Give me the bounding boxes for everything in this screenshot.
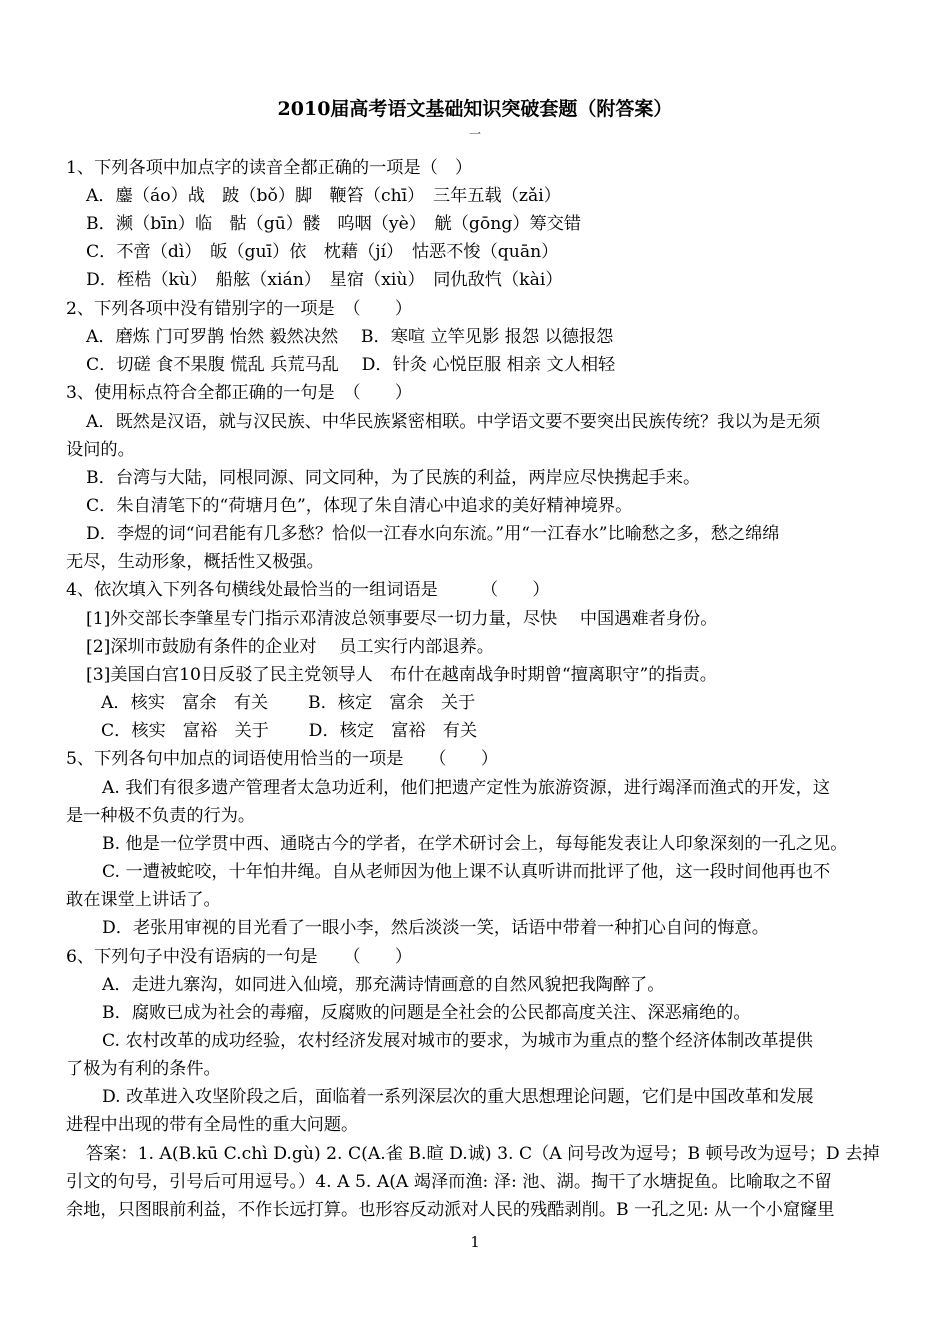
page-number: 1 [470,1233,480,1251]
question-5-option-d: D．老张用审视的目光看了一眼小李，然后淡淡一笑，话语中带着一种扪心自问的悔意。 [102,918,769,938]
question-5: 5、下列各句中加点的词语使用恰当的一项是 （ ） [66,749,499,769]
question-5-option-a: A. 我们有很多遗产管理者太急功近利，他们把遗产定性为旅游资源，进行竭泽而渔式的开发，这 [102,778,831,798]
document-title: 2010届高考语文基础知识突破套题（附答案） [277,98,673,120]
question-4-options-cd: C．核实 富裕 关于 D．核定 富裕 有关 [101,721,478,741]
question-4-sentence-1: [1]外交部长李肇星专门指示邓清波总领事要尽一切力量，尽快 中国遇难者身份。 [86,609,718,629]
question-3-option-a: A．既然是汉语，就与汉民族、中华民族紧密相联。中学语文要不要突出民族传统？我以为是无须 [86,412,821,432]
question-6-option-c: C. 农村改革的成功经验，农村经济发展对城市的要求，为城市为重点的整个经济体制改革提供 [102,1031,813,1051]
question-3-option-d: D．李煜的词“问君能有几多愁？恰似一江春水向东流。”用“一江春水”比喻愁之多，愁之绵绵 [86,524,780,544]
question-4-sentence-3: [3]美国白宫10日反驳了民主党领导人 布什在越南战争时期曾“擅离职守”的指责。 [86,665,717,685]
question-3-option-c: C．朱自清笔下的“荷塘月色”，体现了朱自清心中追求的美好精神境界。 [86,496,633,516]
question-6-option-b: B．腐败已成为社会的毒瘤，反腐败的问题是全社会的公民都高度关注、深恶痛绝的。 [102,1003,751,1023]
question-2: 2、下列各项中没有错别字的一项是 （ ） [66,299,413,319]
question-3-option-b: B．台湾与大陆，同根同源、同文同种，为了民族的利益，两岸应尽快携起手来。 [86,468,701,488]
question-4: 4、依次填入下列各句横线处最恰当的一组词语是 （ ） [66,580,550,600]
question-6-option-c-cont: 了极为有利的条件。 [66,1059,221,1079]
question-5-option-c: C. 一遭被蛇咬，十年怕井绳。自从老师因为他上课不认真听讲而批评了他，这一段时间他再也不 [102,862,831,882]
question-5-option-b: B. 他是一位学贯中西、通晓古今的学者，在学术研讨会上，每每能发表让人印象深刻的一孔之见。 [102,834,848,854]
question-3-option-d-cont: 无尽，生动形象，概括性又极强。 [66,552,324,572]
question-1-option-a: A．鏖（áo）战 跛（bǒ）脚 鞭笞（chī） 三年五载（zǎi） [86,186,561,206]
question-2-options-ab: A．磨炼 门可罗鹊 怡然 毅然决然 B．寒喧 立竿见影 报怨 以德报怨 [86,327,614,347]
question-1-option-b: B．濒（bīn）临 骷（gū）髅 呜咽（yè） 觥（gōng）筹交错 [86,214,582,234]
question-2-options-cd: C．切磋 食不果腹 慌乱 兵荒马乱 D．针灸 心悦臣服 相亲 文人相轻 [86,355,616,375]
question-6-option-d-cont: 进程中出现的带有全局性的重大问题。 [66,1115,359,1135]
question-4-sentence-2: [2]深圳市鼓励有条件的企业对 员工实行内部退养。 [86,637,494,657]
question-6-option-d: D. 改革进入攻坚阶段之后，面临着一系列深层次的重大思想理论问题，它们是中国改革和发展 [102,1087,814,1107]
answer-key-cont-1: 引文的句号，引号后可用逗号。）4. A 5. A(A 竭泽而渔: 泽: 池、湖。掏干了水塘捉鱼。比喻取之不留 [66,1172,832,1192]
section-number: 一 [468,127,481,141]
question-3: 3、使用标点符合全都正确的一句是 （ ） [66,383,413,403]
answer-key: 答案：1. A(B.kū C.chì D.gù) 2. C(A.雀 B.暄 D.诚) 3. C（A 问号改为逗号；B 顿号改为逗号；D 去掉 [86,1144,880,1164]
question-3-option-a-cont: 设问的。 [66,440,135,460]
question-6: 6、下列句子中没有语病的一句是 （ ） [66,947,413,967]
question-5-option-c-cont: 敢在课堂上讲话了。 [66,890,221,910]
question-4-options-ab: A．核实 富余 有关 B．核定 富余 关于 [101,693,476,713]
question-6-option-a: A．走进九寨沟，如同进入仙境，那充满诗情画意的自然风貌把我陶醉了。 [102,975,665,995]
question-1: 1、下列各项中加点字的读音全都正确的一项是（ ） [66,158,473,178]
question-5-option-a-cont: 是一种极不负责的行为。 [66,806,256,826]
answer-key-cont-2: 余地，只图眼前利益，不作长远打算。也形容反动派对人民的残酷剥削。B 一孔之见: 从一个小窟窿里 [66,1200,835,1220]
question-1-option-d: D．桎梏（kù） 船舷（xián） 星宿（xiù） 同仇敌忾（kài） [86,270,563,290]
question-1-option-c: C．不啻（dì） 皈（guī）依 枕藉（jí） 怙恶不悛（quān） [86,242,559,262]
